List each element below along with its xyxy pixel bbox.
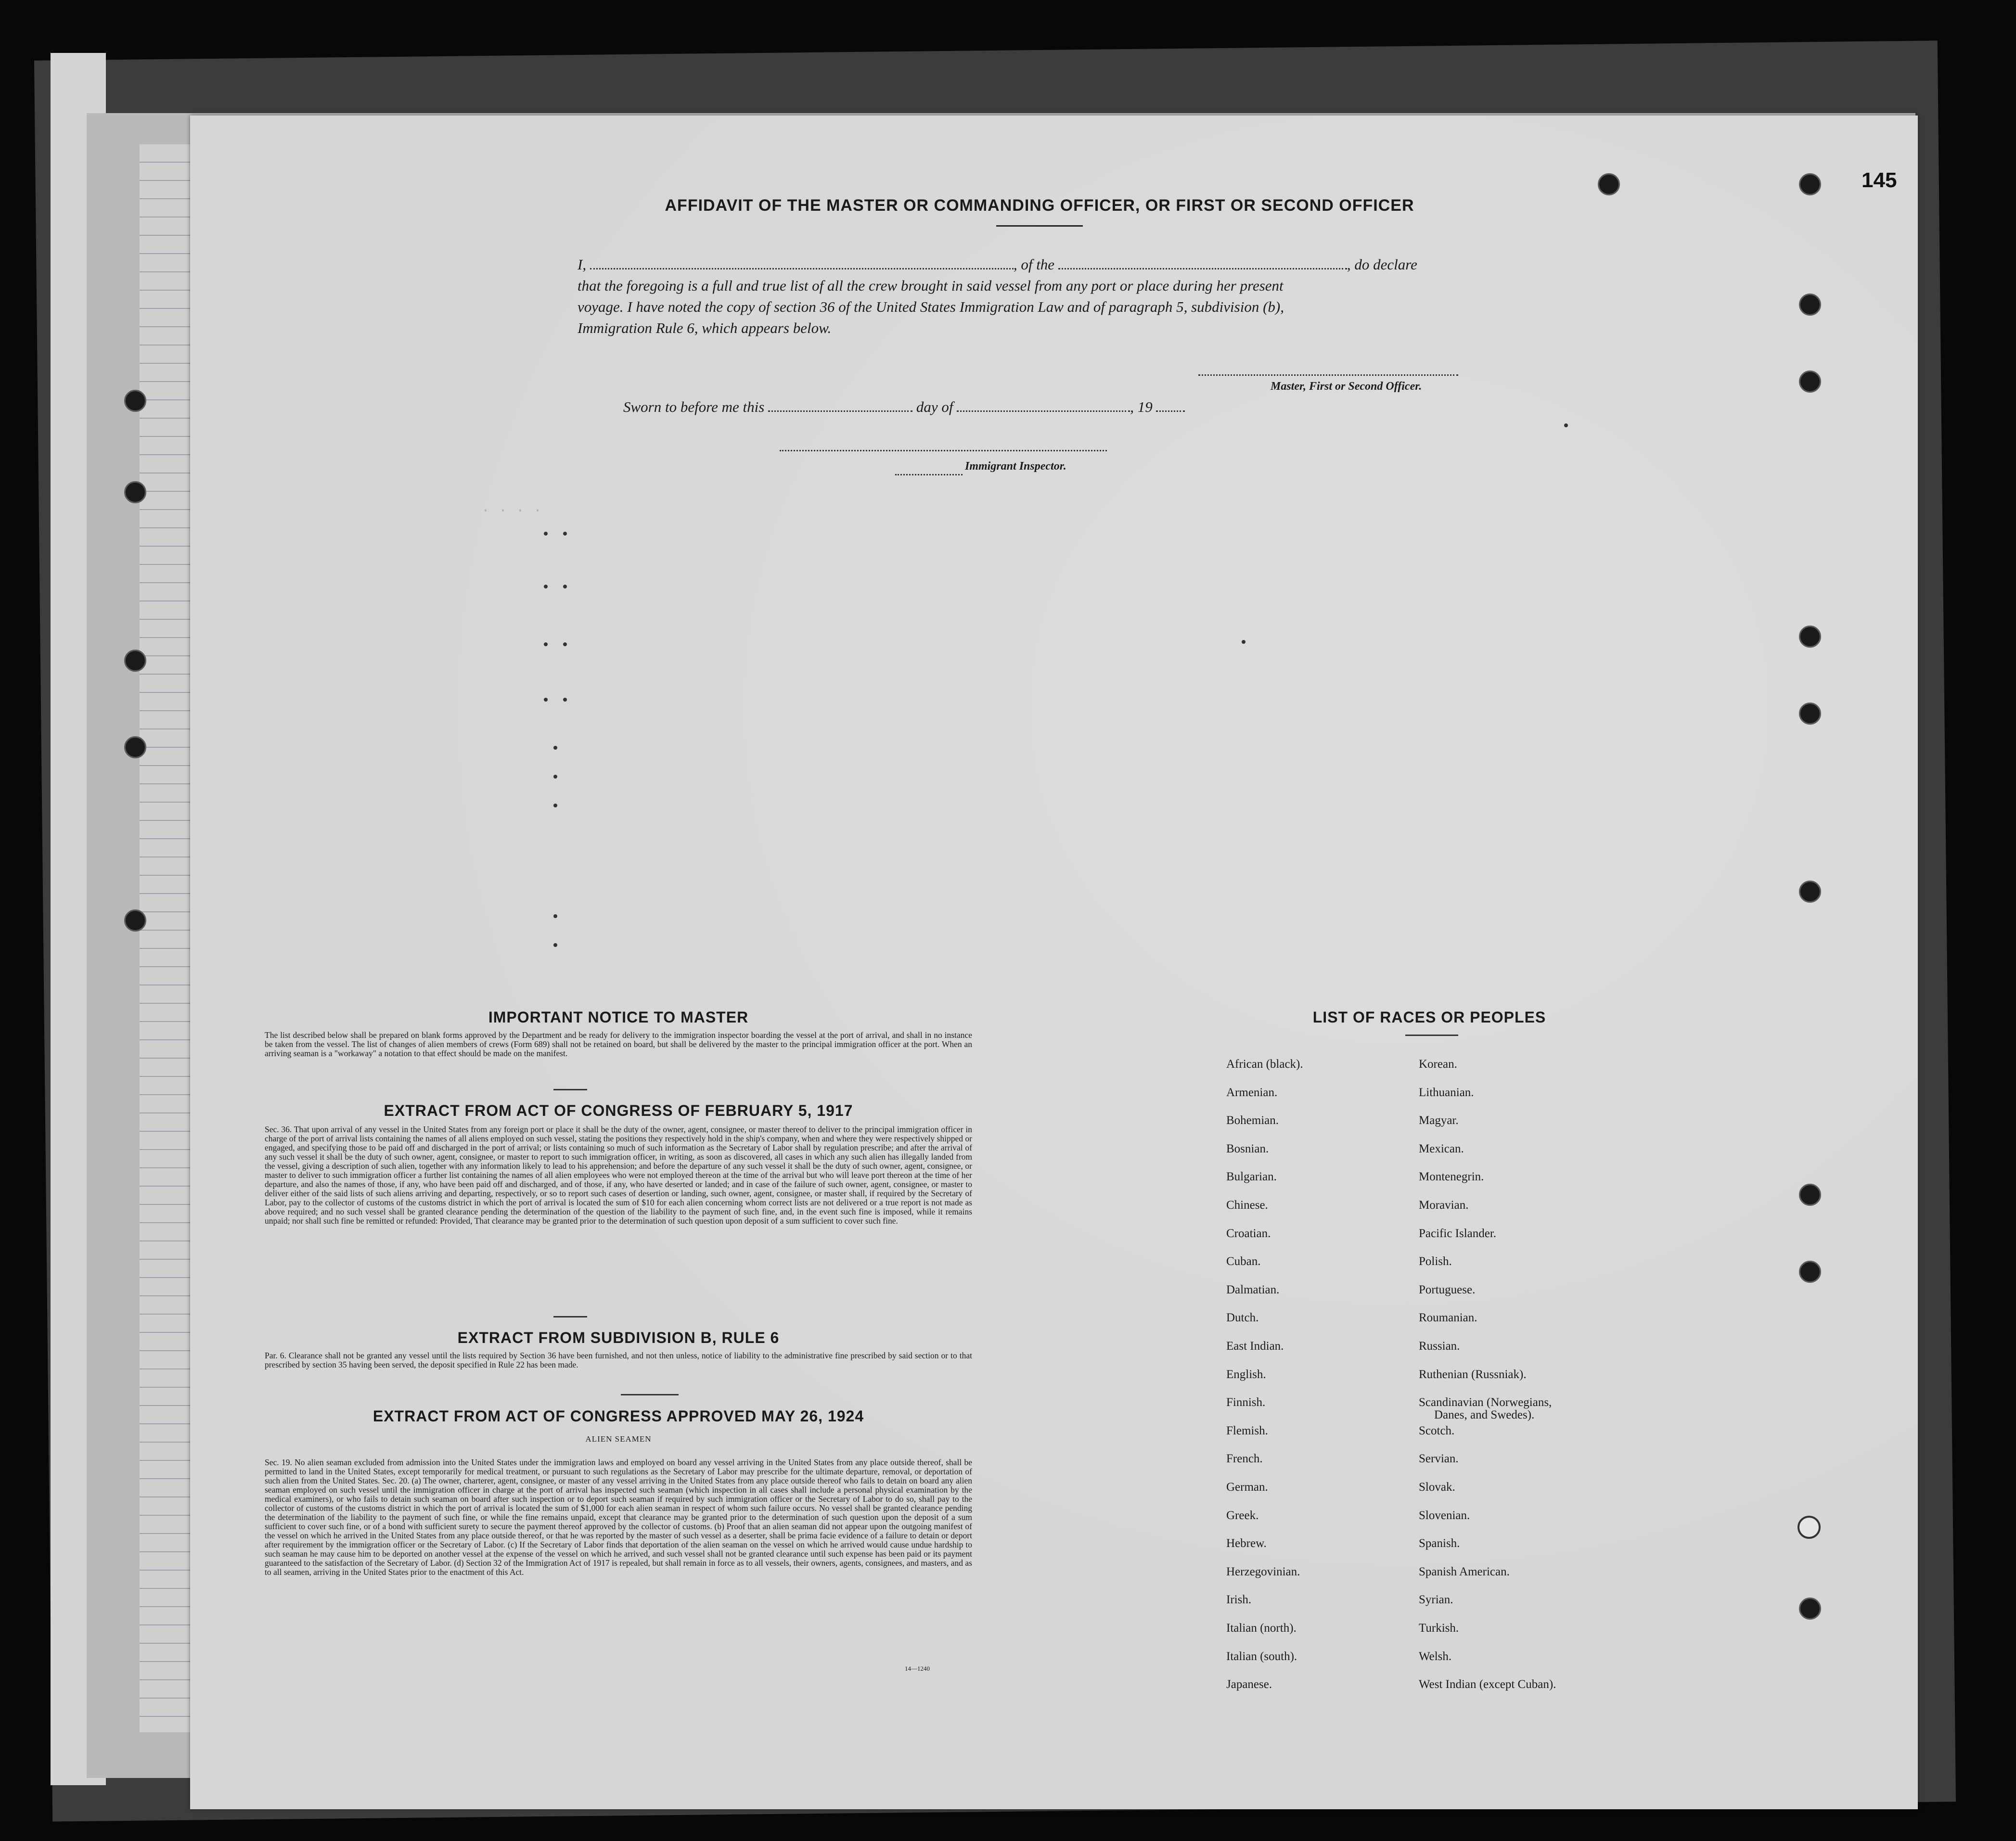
title-underline xyxy=(996,225,1083,227)
race-item: Russian. xyxy=(1419,1340,1460,1353)
races-title: LIST OF RACES OR PEOPLES xyxy=(1312,1009,1546,1026)
punch-hole xyxy=(1798,1516,1821,1539)
race-item: West Indian (except Cuban). xyxy=(1419,1678,1556,1691)
signature-label: Master, First or Second Officer. xyxy=(1271,380,1422,393)
race-item: Turkish. xyxy=(1419,1622,1459,1635)
vessel-name-field xyxy=(1058,268,1347,269)
ink-dot xyxy=(553,746,557,750)
race-item: Montenegrin. xyxy=(1419,1170,1484,1184)
rule-6-title: EXTRACT FROM SUBDIVISION B, RULE 6 xyxy=(457,1329,780,1346)
punch-hole xyxy=(1598,173,1620,195)
punch-hole xyxy=(124,390,146,412)
ink-dot xyxy=(563,642,567,646)
race-item: African (black). xyxy=(1226,1058,1303,1071)
race-item: Greek. xyxy=(1226,1509,1259,1522)
punch-hole xyxy=(1799,626,1821,648)
affidavit-title: AFFIDAVIT OF THE MASTER OR COMMANDING OFFICER, OR FIRST OR SECOND OFFICER xyxy=(665,196,1414,215)
affidavit-i: I, xyxy=(578,256,587,273)
extract-1917-text: Sec. 36. That upon arrival of any vessel in the United States from any foreign port or place it shall be the duty of the owner, agent, consignee, or master thereof to deliver to the principal immigration officer in charge of the port of arrival lists containing the names of all aliens employed on such vessel, stating the positions they respectively hold in the ship's company, when and where they were respectively shipped or engaged, and specifying those to be paid off and discharged in the port of arrival; or lists containing so much of such information as the Secretary of Labor shall by regulation prescribe; and after the arrival of any such vessel it shall be the duty of such owner, agent, consignee, or master to report to such immigration officer, in writing, as soon as discovered, all cases in which any such alien has illegally landed from the vessel, giving a description of such alien, together with any information likely to lead to his apprehension; and before the departure of any such vessel it shall be the duty of such owner, agent, consignee, or master to deliver to such immigration officer a further list containing the names of all alien employees who were not employed thereon at the time of the arrival but who will leave port thereon at the time of her departure, and also the names of those, if any, who have been paid off and discharged, and of those, if any, who have deserted or landed; and in case of the failure of such owner, agent, consignee, or master to deliver either of the said lists of such aliens arriving and departing, respectively, or so to report such cases of desertion or landing, such owner, agent, consignee, or master shall, if required by the Secretary of Labor, pay to the collector of customs of the customs district in which the port of arrival is located the sum of $10 for each alien concerning whom correct lists are not delivered or a true report is not made as above required; and no such vessel shall be granted clearance pending the determination of the question of the liability to the payment of such fine, and, in the event such fine is imposed, while it remains unpaid; nor shall such fine be remitted or refunded: Provided, That clearance may be granted prior to the determination of such question upon deposit of a sum sufficient to cover such fine. xyxy=(265,1125,972,1226)
ink-dot xyxy=(1242,640,1246,644)
affidavit-line-1 xyxy=(578,254,1502,275)
race-item: Bulgarian. xyxy=(1226,1170,1277,1184)
ink-dot xyxy=(553,775,557,779)
ink-dot xyxy=(563,532,567,536)
race-item: Bosnian. xyxy=(1226,1142,1269,1155)
ink-dot xyxy=(553,914,557,918)
race-item: Lithuanian. xyxy=(1419,1086,1474,1099)
ink-dot xyxy=(544,642,548,646)
race-item: Bohemian. xyxy=(1226,1114,1279,1127)
ink-dot xyxy=(553,804,557,807)
sworn-label: Sworn to before me this xyxy=(623,398,765,415)
sworn-year-label: , 19 xyxy=(1130,398,1153,415)
punch-hole xyxy=(1799,173,1821,195)
race-item: Polish. xyxy=(1419,1255,1452,1268)
extract-1924-title: EXTRACT FROM ACT OF CONGRESS APPROVED MAY 26, 1924 xyxy=(372,1407,864,1425)
extract-1917-title: EXTRACT FROM ACT OF CONGRESS OF FEBRUARY 5, 1917 xyxy=(384,1102,853,1119)
race-item: Pacific Islander. xyxy=(1419,1227,1497,1240)
race-item: Armenian. xyxy=(1226,1086,1278,1099)
sworn-line xyxy=(623,398,1185,416)
race-item: Dutch. xyxy=(1226,1311,1259,1325)
race-item: East Indian. xyxy=(1226,1340,1284,1353)
notice-text: The list described below shall be prepared on blank forms approved by the Department and be ready for delivery to the immigration inspector boarding the vessel at the port of arrival, and shall in no instance be taken from the vessel. The list of changes of alien members of crews (Form 689) shall not be retained on board, but shall be delivered by the master to the principal immigration officer at the port. When an arriving seaman is a "workaway" a notation to that effect should be made on the manifest. xyxy=(265,1030,972,1058)
affidavit-of-the: , of the xyxy=(1013,256,1055,273)
race-item: Syrian. xyxy=(1419,1593,1453,1607)
ink-dot xyxy=(563,585,567,588)
race-item: Cuban. xyxy=(1226,1255,1261,1268)
punch-hole xyxy=(1799,294,1821,316)
race-item: French. xyxy=(1226,1452,1263,1466)
race-item: Dalmatian. xyxy=(1226,1283,1280,1296)
race-item: Irish. xyxy=(1226,1593,1252,1607)
ink-dot xyxy=(544,585,548,588)
race-item: Hebrew. xyxy=(1226,1537,1267,1550)
sworn-year-field xyxy=(1156,410,1185,412)
race-item-continuation: Danes, and Swedes). xyxy=(1434,1408,1535,1422)
race-item: Portuguese. xyxy=(1419,1283,1476,1296)
affidavit-line-4: Immigration Rule 6, which appears below. xyxy=(578,320,832,336)
ink-dot xyxy=(563,698,567,702)
affidavit-do-declare: , do declare xyxy=(1347,256,1417,273)
punch-hole xyxy=(1799,1184,1821,1206)
inspector-label: Immigrant Inspector. xyxy=(965,460,1066,473)
divider xyxy=(621,1394,679,1395)
punch-hole xyxy=(1799,1598,1821,1620)
race-item: Magyar. xyxy=(1419,1114,1459,1127)
race-item: Spanish American. xyxy=(1419,1565,1510,1578)
bleed-through-text: · · · · xyxy=(481,503,542,519)
punch-hole xyxy=(1799,1261,1821,1283)
race-item: English. xyxy=(1226,1368,1266,1381)
punch-hole xyxy=(124,481,146,503)
sworn-day-label: day of xyxy=(916,398,953,415)
ink-dot xyxy=(544,698,548,702)
race-item: Korean. xyxy=(1419,1058,1457,1071)
affidavit-line-3: voyage. I have noted the copy of section 36 of the United States Immigration Law and of paragraph 5, subdivision (b), xyxy=(578,298,1284,315)
race-item: German. xyxy=(1226,1481,1268,1494)
extract-1924-text: Sec. 19. No alien seaman excluded from admission into the United States under the immigration laws and employed on board any vessel arriving in the United States from any place outside thereof, shall be permitted to land in the United States, except temporarily for medical treatment, or pursuant to such regulations as the Secretary of Labor may prescribe for the ultimate departure, removal, or deportation of such alien from the United States. Sec. 20. (a) The owner, charterer, agent, consignee, or master of any vessel arriving in the United States from any place outside thereof who fails to detain on board any alien seaman employed on such vessel until the immigration officer in charge at the port of arrival has inspected such seaman (which inspection in all cases shall include a personal physical examination by the medical examiners), or who fails to detain such seaman on board after such inspection or to deport such seaman if required by such immigration officer or the Secretary of Labor to do so, shall pay to the collector of customs of the customs district in which the port of arrival is located the sum of $1,000 for each alien seaman in respect of whom such failure occurs. No vessel shall be granted clearance pending the determination of the liability to the payment of such fine, or while the fine remains unpaid, except that clearance may be granted prior to the determination of such question upon the deposit of a sum sufficient to cover such fine, or of a bond with sufficient surety to secure the payment thereof approved by the collector of customs. (b) Proof that an alien seaman did not appear upon the outgoing manifest of the vessel on which he arrived in the United States from any place outside thereof, or that he was reported by the master of such vessel as a deserter, shall be prima facie evidence of a failure to detain or deport after requirement by the immigration officer or the Secretary of Labor. (c) If the Secretary of Labor finds that deportation of the alien seaman on the vessel on which he arrived would cause undue hardship to such seaman he may cause him to be deported on another vessel at the expense of the vessel on which he arrived, and such vessel shall not be granted clearance until such expense has been paid or its payment guaranteed to the satisfaction of the Secretary of Labor. (d) Section 32 of the Immigration Act of 1917 is repealed, but shall remain in force as to all vessels, their owners, agents, consignees, and masters, and as to all seamen, arriving in the United States prior to the enactment of this Act. xyxy=(265,1457,972,1577)
divider xyxy=(553,1316,587,1317)
race-item: Servian. xyxy=(1419,1452,1459,1466)
race-item: Italian (south). xyxy=(1226,1649,1297,1663)
race-item: Finnish. xyxy=(1226,1396,1266,1409)
race-item: Flemish. xyxy=(1226,1424,1268,1437)
inspector-dots xyxy=(895,474,963,475)
race-item: Herzegovinian. xyxy=(1226,1565,1300,1578)
sworn-month-field xyxy=(957,410,1130,412)
notice-title: IMPORTANT NOTICE TO MASTER xyxy=(488,1009,749,1026)
race-item: Slovenian. xyxy=(1419,1509,1470,1522)
race-item: Spanish. xyxy=(1419,1537,1460,1550)
punch-hole xyxy=(124,650,146,672)
race-item: Scotch. xyxy=(1419,1424,1455,1437)
race-item: Ruthenian (Russniak). xyxy=(1419,1368,1527,1381)
race-item: Croatian. xyxy=(1226,1227,1271,1240)
officer-name-field xyxy=(590,268,1014,269)
punch-hole xyxy=(1799,371,1821,393)
race-item: Slovak. xyxy=(1419,1481,1455,1494)
race-item: Moravian. xyxy=(1419,1199,1469,1212)
signature-field xyxy=(1198,374,1458,376)
ruled-margin xyxy=(140,144,197,1732)
extract-1924-subtitle: ALIEN SEAMEN xyxy=(585,1434,652,1444)
ink-dot xyxy=(1564,423,1568,427)
punch-hole xyxy=(124,736,146,758)
race-item: Scandinavian (Norwegians, xyxy=(1419,1396,1552,1409)
sworn-date-field xyxy=(768,410,912,412)
divider xyxy=(1405,1035,1458,1036)
ink-dot xyxy=(553,943,557,947)
divider xyxy=(553,1089,587,1090)
inspector-signature-field xyxy=(780,450,1107,451)
ink-dot xyxy=(544,532,548,536)
race-item: Roumanian. xyxy=(1419,1311,1477,1325)
punch-hole xyxy=(1799,703,1821,725)
affidavit-line-2: that the foregoing is a full and true list of all the crew brought in said vessel from any port or place during her present xyxy=(578,277,1284,294)
rule-6-text: Par. 6. Clearance shall not be granted any vessel until the lists required by Section 36 have been furnished, and not then unless, notice of liability to the administrative fine prescribed by said section or to that prescribed by section 35 having been served, the deposit specified in Rule 22 has been made. xyxy=(265,1351,972,1369)
form-code: 14—1240 xyxy=(905,1665,930,1672)
page-number: 145 xyxy=(1862,168,1897,192)
race-item: Welsh. xyxy=(1419,1649,1452,1663)
race-item: Mexican. xyxy=(1419,1142,1464,1155)
punch-hole xyxy=(124,909,146,932)
race-item: Chinese. xyxy=(1226,1199,1268,1212)
affidavit-statement xyxy=(578,254,1502,339)
race-item: Japanese. xyxy=(1226,1678,1272,1691)
race-item: Italian (north). xyxy=(1226,1622,1297,1635)
punch-hole xyxy=(1799,881,1821,903)
